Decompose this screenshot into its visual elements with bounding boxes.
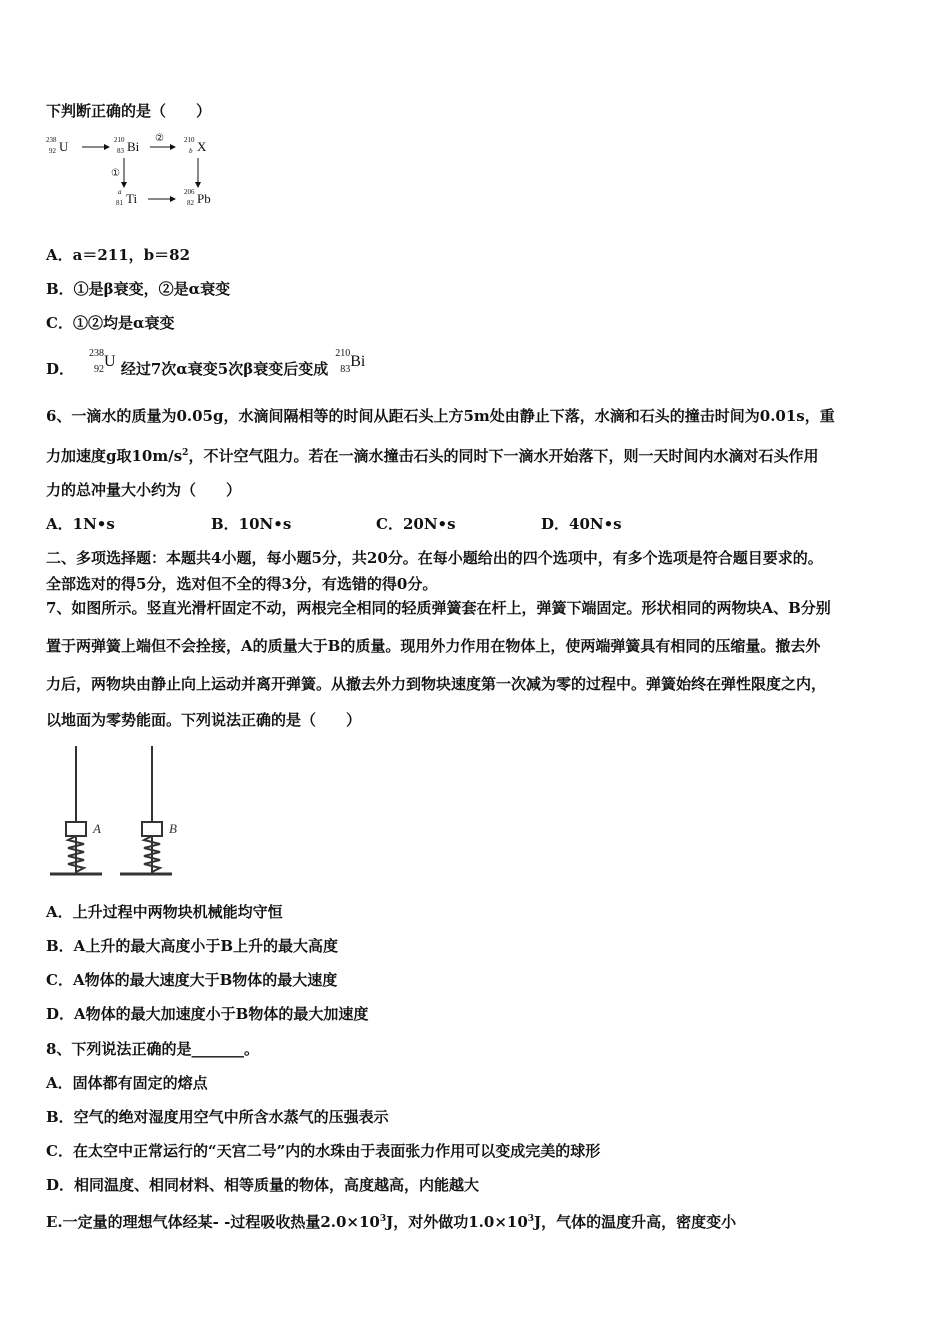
uranium-nuclide: 238 92 U — [89, 348, 116, 375]
q8-option-a: A．固体都有固定的熔点 — [46, 1074, 208, 1092]
q8-option-e: E.一定量的理想气体经某- -过程吸收热量$2.0\times 10^3J$，对外做功$1.0\times 10^3J$，气体的温度升高，密度变小 — [46, 1213, 737, 1231]
q6-option-d: D．40N•s — [541, 515, 622, 533]
pb-mass: 206 — [184, 188, 195, 196]
q6-line1: 6、一滴水的质量为0.05g，水滴间隔相等的时间从距石头上方5m处由静止下落，水滴和石头的撞击时间为0.01s，重 — [46, 407, 835, 425]
q7-line2: 置于两弹簧上端但不会拴接，A的质量大于B的质量。现用外力作用在物体上，使两端弹簧具有相同的压缩量。撤去外 — [46, 637, 821, 655]
q6-option-c: C．20N•s — [376, 515, 456, 533]
pb-symbol: Pb — [197, 191, 211, 206]
bi-symbol: Bi — [127, 139, 140, 154]
block-a-label: A — [93, 821, 101, 836]
q6-line2: 力加速度g取$10m/s^2$，不计空气阻力。若在一滴水撞击石头的同时下一滴水开始落下，则一天时间内水滴对石头作用 — [46, 447, 819, 465]
decay-diagram — [46, 130, 246, 220]
q8-option-b: B．空气的绝对湿度用空气中所含水蒸气的压强表示 — [46, 1108, 389, 1126]
q5-option-c: C．①②均是α衰变 — [46, 314, 175, 332]
q7-option-c: C．A物体的最大速度大于B物体的最大速度 — [46, 971, 338, 989]
pb-charge: 82 — [187, 199, 194, 207]
x-mass: 210 — [184, 136, 195, 144]
x-symbol: X — [197, 139, 207, 154]
block-b-label: B — [169, 821, 177, 836]
spring-figure — [46, 740, 206, 880]
q7-line1: 7、如图所示。竖直光滑杆固定不动，两根完全相同的轻质弹簧套在杆上，弹簧下端固定。形状相同的两物块A、B分别 — [46, 599, 831, 617]
q7-line4: 以地面为零势能面。下列说法正确的是（ ） — [46, 711, 362, 729]
step1-label: ① — [111, 168, 120, 179]
q8-option-d: D．相同温度、相同材料、相等质量的物体，高度越高，内能越大 — [46, 1176, 480, 1194]
q8-option-c: C．在太空中正常运行的“天宫二号”内的水珠由于表面张力作用可以变成完美的球形 — [46, 1142, 601, 1160]
q5-option-b: B．①是β衰变，②是α衰变 — [46, 280, 231, 298]
bi-charge: 83 — [117, 147, 124, 155]
q7-option-b: B．A上升的最大高度小于B上升的最大高度 — [46, 937, 338, 955]
q8-stem: 8、下列说法正确的是_______。 — [46, 1040, 259, 1058]
bi-mass: 210 — [114, 136, 125, 144]
q5-option-a: A．a＝211，b＝82 — [46, 246, 191, 264]
ti-charge: 81 — [116, 199, 123, 207]
section2-line1: 二、多项选择题：本题共4小题，每小题5分，共20分。在每小题给出的四个选项中，有多个选项是符合题目要求的。 — [46, 549, 823, 567]
u-charge: 92 — [49, 147, 56, 155]
ti-mass: a — [118, 188, 122, 196]
q7-option-d: D．A物体的最大加速度小于B物体的最大加速度 — [46, 1005, 369, 1023]
ti-symbol: Ti — [126, 191, 138, 206]
step2-label: ② — [155, 133, 164, 144]
u-symbol: U — [59, 139, 69, 154]
q6-option-b: B．10N•s — [211, 515, 292, 533]
u-mass: 238 — [46, 136, 57, 144]
section2-line2: 全部选对的得5分，选对但不全的得3分，有选错的得0分。 — [46, 575, 438, 593]
q6-option-a: A．1N•s — [46, 515, 115, 533]
q5-option-d: D． 238 92 U 经过7次α衰变5次β衰变后变成 210 83 Bi — [46, 348, 366, 378]
q6-line3: 力的总冲量大小约为（ ） — [46, 481, 242, 499]
q7-option-a: A．上升过程中两物块机械能均守恒 — [46, 903, 283, 921]
x-charge: b — [189, 147, 193, 155]
q7-line3: 力后，两物块由静止向上运动并离开弹簧。从撤去外力到物块速度第一次减为零的过程中。弹簧始终在弹性限度之内， — [46, 675, 827, 693]
bismuth-nuclide: 210 83 Bi — [335, 348, 366, 375]
q5-stem: 下判断正确的是（ ） — [46, 102, 212, 120]
q6-options — [46, 514, 706, 534]
